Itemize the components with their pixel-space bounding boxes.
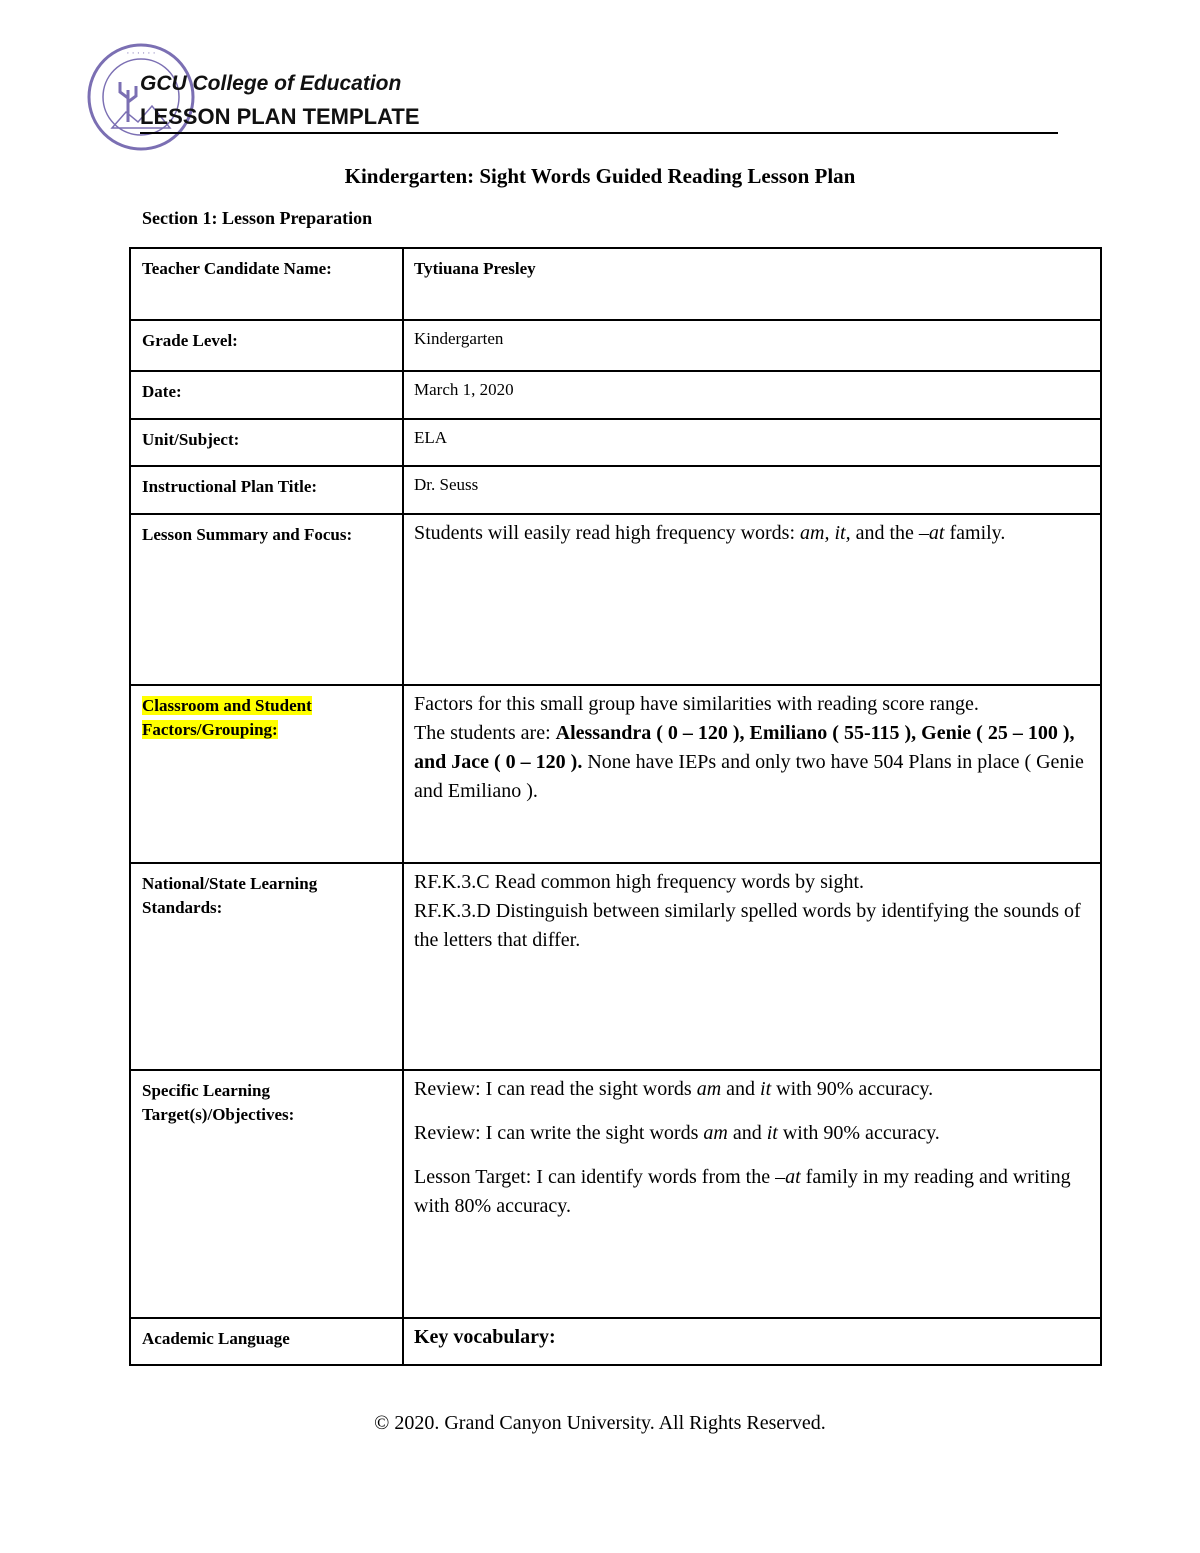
lesson-preparation-table	[129, 247, 1102, 1366]
teacher-name: Tytiuana Presley	[403, 248, 1101, 320]
row-label: Teacher Candidate Name:	[130, 248, 403, 320]
template-title: LESSON PLAN TEMPLATE	[140, 104, 420, 129]
learning-objectives: Review: I can read the sight words am and it with 90% accuracy. Review: I can write the sight words am and it with 90% accuracy. Lesson Target: I can identify words from the –at family in my reading and writing with 80% accuracy.	[403, 1070, 1101, 1318]
student-list: Alessandra ( 0 – 120 ), Emiliano ( 55-115 ), Genie ( 25 – 100 ), and Jace ( 0 – 120 ).	[414, 722, 1075, 773]
table-row	[130, 248, 1101, 320]
row-label: Grade Level:	[130, 320, 403, 371]
table-row	[130, 1070, 1101, 1318]
table-row	[130, 466, 1101, 514]
row-label: Specific Learning Target(s)/Objectives:	[130, 1070, 403, 1318]
highlighted-label: Classroom and Student Factors/Grouping:	[142, 696, 312, 739]
row-label: National/State Learning Standards:	[130, 863, 403, 1070]
table-row	[130, 371, 1101, 419]
row-label: Date:	[130, 371, 403, 419]
table-row	[130, 419, 1101, 466]
header-rule	[140, 132, 1058, 134]
row-label	[130, 685, 403, 863]
plan-title: Dr. Seuss	[403, 466, 1101, 514]
section-heading: Section 1: Lesson Preparation	[142, 208, 373, 228]
learning-standards: RF.K.3.C Read common high frequency words by sight. RF.K.3.D Distinguish between similarly spelled words by identifying the sounds of the letters that differ.	[403, 863, 1101, 1070]
table-row	[130, 685, 1101, 863]
unit-subject: ELA	[403, 419, 1101, 466]
college-name: GCU College of Education	[140, 72, 402, 95]
key-vocabulary: Key vocabulary:	[403, 1318, 1101, 1365]
document-title: Kindergarten: Sight Words Guided Reading Lesson Plan	[344, 164, 856, 188]
row-label: Unit/Subject:	[130, 419, 403, 466]
student-factors: Factors for this small group have similarities with reading score range. The students are: Alessandra ( 0 – 120 ), Emiliano ( 55-115 ), Genie ( 25 – 100 ), and Jace ( 0 – 120 ). None have IEPs and only two have 504 Plans in place ( Genie and Emiliano ).	[403, 685, 1101, 863]
table-row	[130, 1318, 1101, 1365]
lesson-date: March 1, 2020	[403, 371, 1101, 419]
lesson-summary: Students will easily read high frequency words: am, it, and the –at family.	[403, 514, 1101, 685]
table-row	[130, 863, 1101, 1070]
copyright-footer: © 2020. Grand Canyon University. All Rights Reserved.	[374, 1412, 826, 1434]
svg-text:· · · · · ·: · · · · · ·	[126, 48, 156, 58]
row-label: Academic Language	[130, 1318, 403, 1365]
university-seal-icon	[86, 42, 196, 152]
table-row	[130, 514, 1101, 685]
row-label: Lesson Summary and Focus:	[130, 514, 403, 685]
grade-level: Kindergarten	[403, 320, 1101, 371]
row-label: Instructional Plan Title:	[130, 466, 403, 514]
table-row	[130, 320, 1101, 371]
